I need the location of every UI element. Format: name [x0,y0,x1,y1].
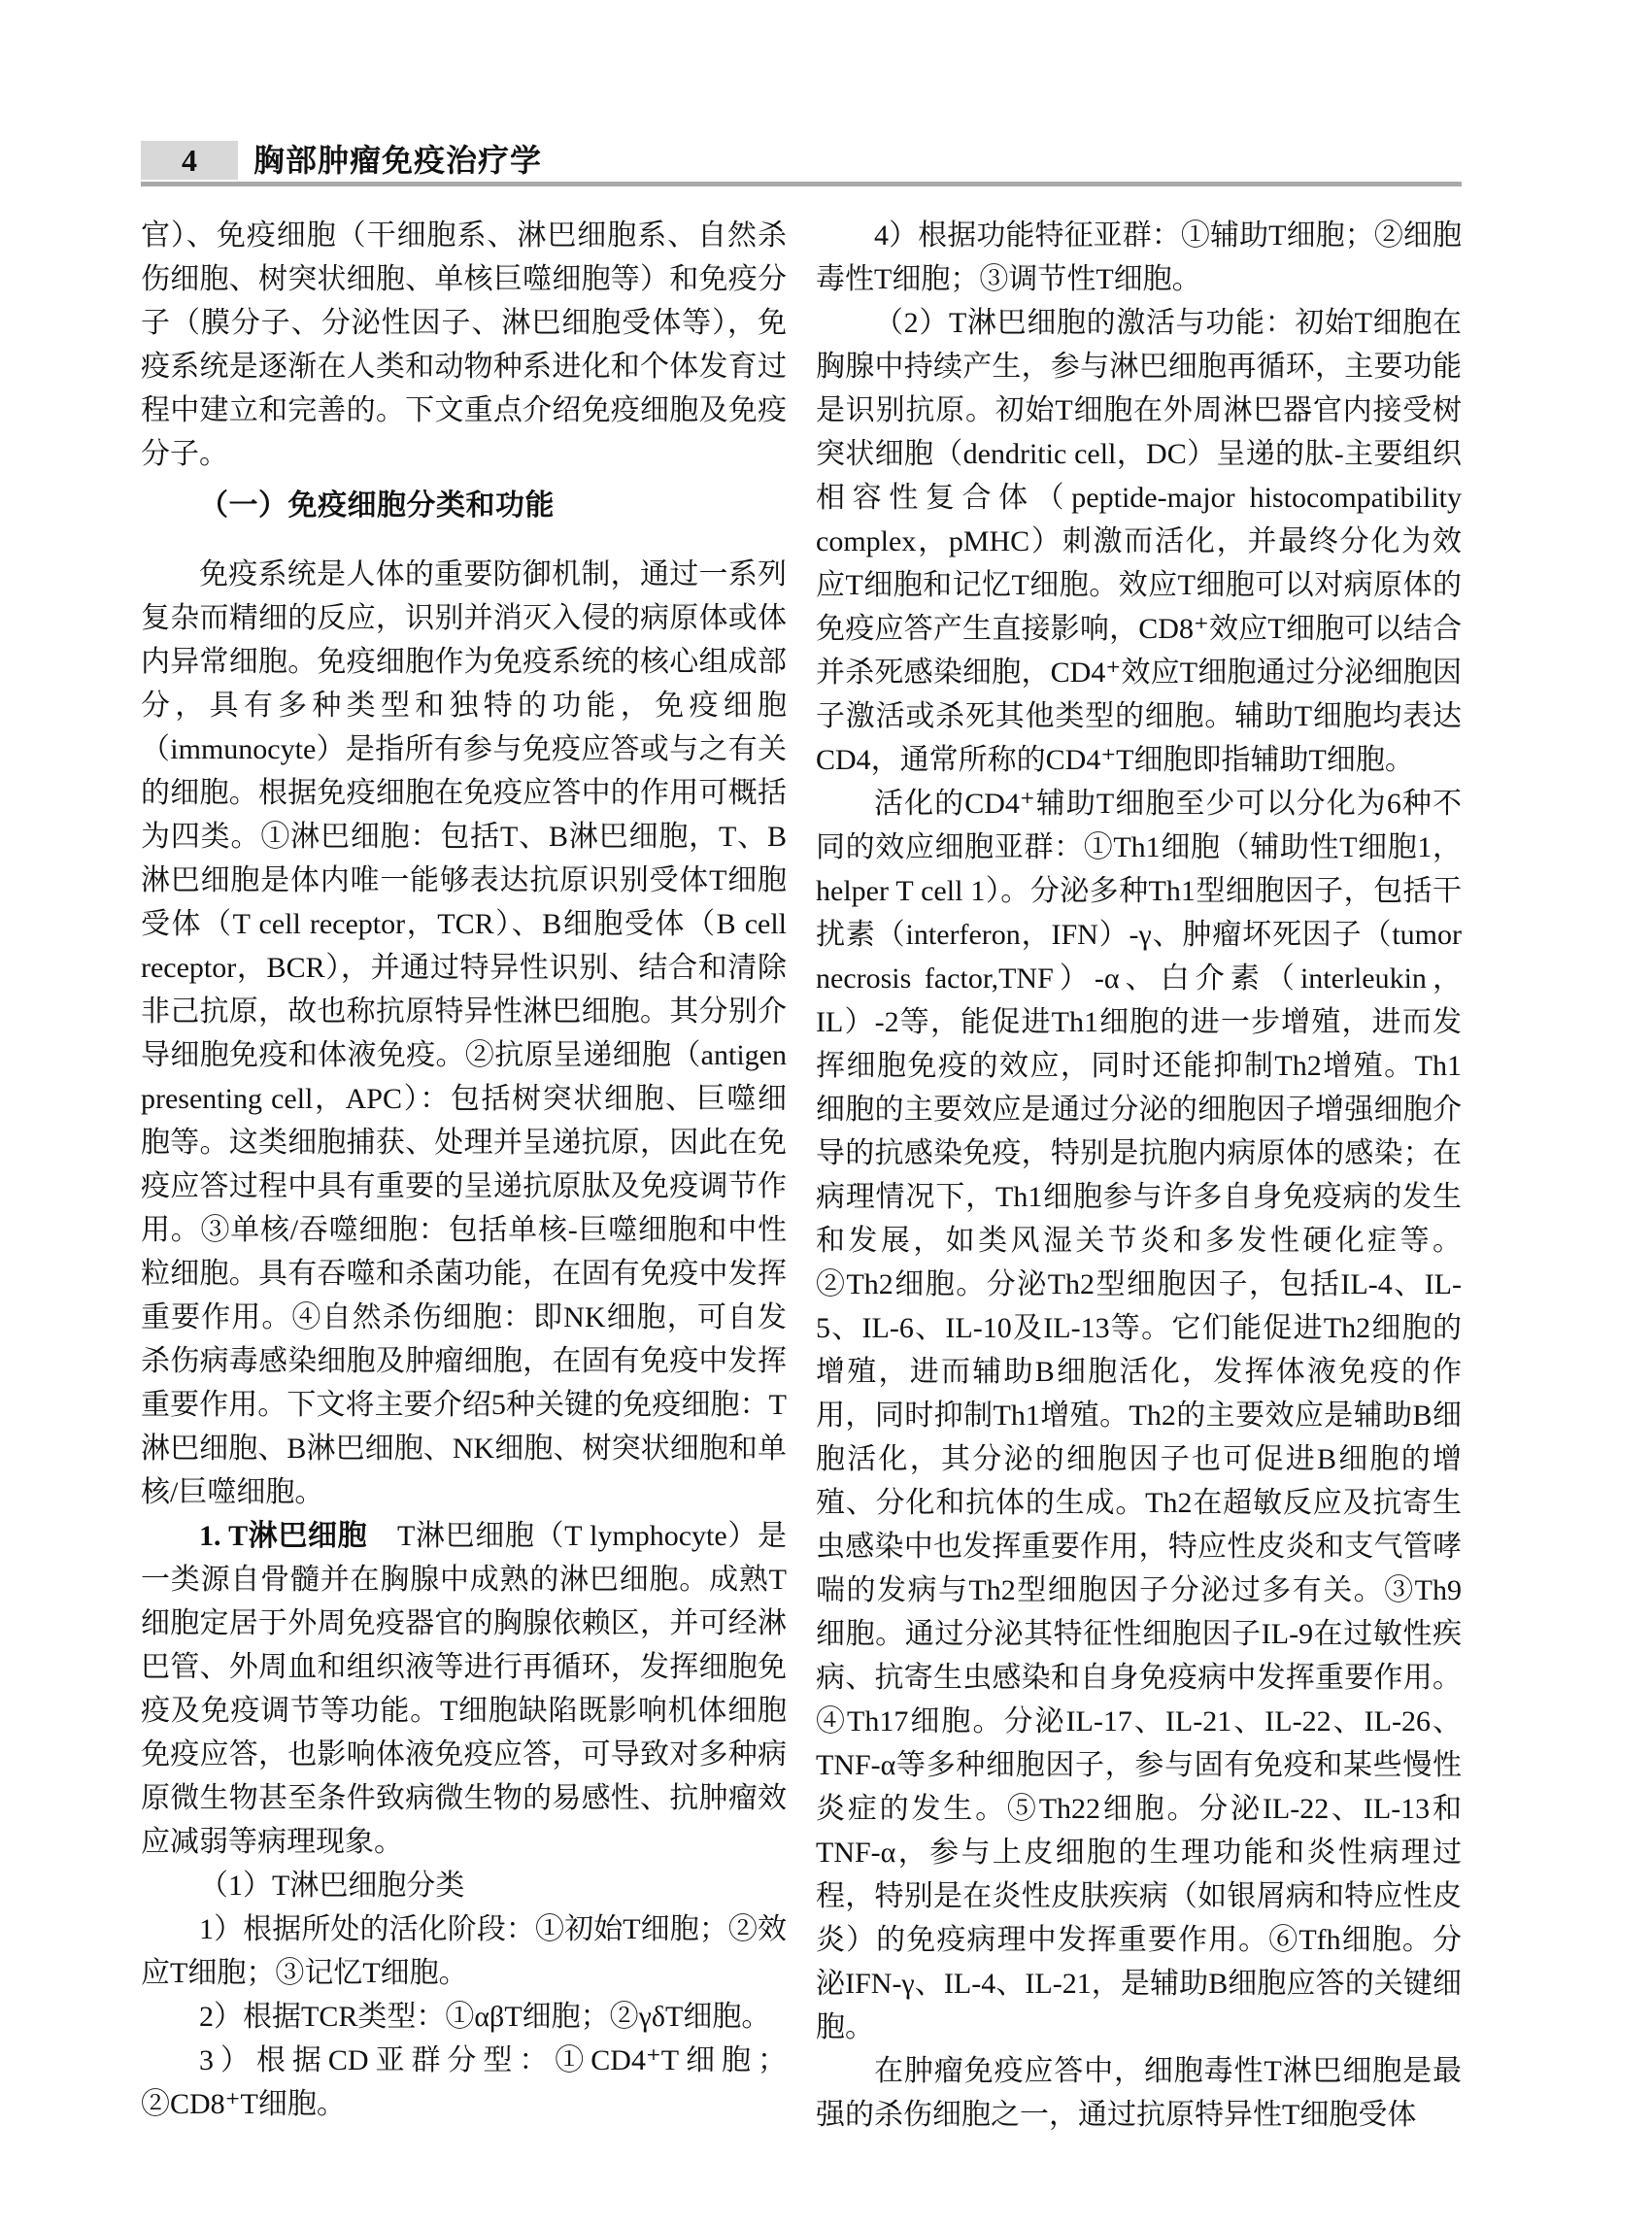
two-column-body [141,214,1462,2137]
overview-paragraph: 免疫系统是人体的重要防御机制，通过一系列复杂而精细的反应，识别并消灭入侵的病原体或体内异常细胞。免疫细胞作为免疫系统的核心组成部分，具有多种类型和独特的功能，免疫细胞（immunocyte）是指所有参与免疫应答或与之有关的细胞。根据免疫细胞在免疫应答中的作用可概括为四类。①淋巴细胞：包括T、B淋巴细胞，T、B淋巴细胞是体内唯一能够表达抗原识别受体T细胞受体（T cell receptor，TCR）、B细胞受体（B cell receptor，BCR），并通过特异性识别、结合和清除非己抗原，故也称抗原特异性淋巴细胞。其分别介导细胞免疫和体液免疫。②抗原呈递细胞（antigen presenting cell，APC）：包括树突状细胞、巨噬细胞等。这类细胞捕获、处理并呈递抗原，因此在免疫应答过程中具有重要的呈递抗原肽及免疫调节作用。③单核/吞噬细胞：包括单核-巨噬细胞和中性粒细胞。具有吞噬和杀菌功能，在固有免疫中发挥重要作用。④自然杀伤细胞：即NK细胞，可自发杀伤病毒感染细胞及肿瘤细胞，在固有免疫中发挥重要作用。下文将主要介绍5种关键的免疫细胞：T淋巴细胞、B淋巴细胞、NK细胞、树突状细胞和单核/巨噬细胞。 [141,558,787,1508]
left-column [141,214,787,2137]
page-header [141,141,1462,186]
t-lymphocyte-body: T淋巴细胞（T lymphocyte）是一类源自骨髓并在胸腺中成熟的淋巴细胞。成熟T细胞定居于外周免疫器官的胸腺依赖区，并可经淋巴管、外周血和组织液等进行再循环，发挥细胞免疫及免疫调节等功能。T细胞缺陷既影响机体细胞免疫应答，也影响体液免疫应答，可导致对多种病原微生物甚至条件致病微生物的易感性、抗肿瘤效应减弱等病理现象。 [141,1520,787,1858]
t-lymphocyte-runin-heading: 1. T淋巴细胞 [199,1520,368,1552]
cd-subset-item: 3）根据CD亚群分型：①CD4⁺T细胞；②CD8⁺T细胞。 [141,2044,787,2120]
page-number-box [141,141,238,180]
tumor-response-paragraph: 在肿瘤免疫应答中，细胞毒性T淋巴细胞是最强的杀伤细胞之一，通过抗原特异性T细胞受体 [816,2055,1462,2131]
section-heading-immune-cell-classification: （一）免疫细胞分类和功能 [199,489,555,522]
function-subset-item: 4）根据功能特征亚群：①辅助T细胞；②细胞毒性T细胞；③调节性T细胞。 [816,219,1462,295]
page-number: 4 [182,143,197,178]
helper-subsets-paragraph: 活化的CD4⁺辅助T细胞至少可以分化为6种不同的效应细胞亚群：①Th1细胞（辅助性T细胞1，helper T cell 1）。分泌多种Th1型细胞因子，包括干扰素（interferon，IFN）-γ、肿瘤坏死因子（tumor necrosis factor,TNF）-α、白介素（interleukin，IL）-2等，能促进Th1细胞的进一步增殖，进而发挥细胞免疫的效应，同时还能抑制Th2增殖。Th1细胞的主要效应是通过分泌的细胞因子增强细胞介导的抗感染免疫，特别是抗胞内病原体的感染；在病理情况下，Th1细胞参与许多自身免疫病的发生和发展，如类风湿关节炎和多发性硬化症等。②Th2细胞。分泌Th2型细胞因子，包括IL-4、IL-5、IL-6、IL-10及IL-13等。它们能促进Th2细胞的增殖，进而辅助B细胞活化，发挥体液免疫的作用，同时抑制Th1增殖。Th2的主要效应是辅助B细胞活化，其分泌的细胞因子也可促进B细胞的增殖、分化和抗体的生成。Th2在超敏反应及抗寄生虫感染中也发挥重要作用，特应性皮炎和支气管哮喘的发病与Th2型细胞因子分泌过多有关。③Th9细胞。通过分泌其特征性细胞因子IL-9在过敏性疾病、抗寄生虫感染和自身免疫病中发挥重要作用。④Th17细胞。分泌IL-17、IL-21、IL-22、IL-26、TNF-α等多种细胞因子，参与固有免疫和某些慢性炎症的发生。⑤Th22细胞。分泌IL-22、IL-13和TNF-α，参与上皮细胞的生理功能和炎性病理过程，特别是在炎性皮肤疾病（如银屑病和特应性皮炎）的免疫病理中发挥重要作用。⑥Tfh细胞。分泌IFN-γ、IL-4、IL-21，是辅助B细胞应答的关键细胞。 [816,788,1462,2043]
textbook-page [141,141,1462,2137]
right-column [816,214,1462,2137]
continuation-paragraph: 官）、免疫细胞（干细胞系、淋巴细胞系、自然杀伤细胞、树突状细胞、单核巨噬细胞等）和免疫分子（膜分子、分泌性因子、淋巴细胞受体等），免疫系统是逐渐在人类和动物种系进化和个体发育过程中建立和完善的。下文重点介绍免疫细胞及免疫分子。 [141,219,787,470]
t-lymphocyte-paragraph [141,1514,787,1864]
classification-title-paragraph: （1）T淋巴细胞分类 [199,1870,465,1902]
activation-function-paragraph: （2）T淋巴细胞的激活与功能：初始T细胞在胸腺中持续产生，参与淋巴细胞再循环，主要功能是识别抗原。初始T细胞在外周淋巴器官内接受树突状细胞（dendritic cell，DC）呈递的肽-主要组织相容性复合体（peptide-major histocompatibility complex，pMHC）刺激而活化，并最终分化为效应T细胞和记忆T细胞。效应T细胞可以对病原体的免疫应答产生直接影响，CD8⁺效应T细胞可以结合并杀死感染细胞，CD4⁺效应T细胞通过分泌细胞因子激活或杀死其他类型的细胞。辅助T细胞均表达CD4，通常所称的CD4⁺T细胞即指辅助T细胞。 [816,307,1462,776]
book-title: 胸部肿瘤免疫治疗学 [253,143,543,178]
tcr-type-item: 2）根据TCR类型：①αβT细胞；②γδT细胞。 [199,2001,771,2033]
activation-stage-item: 1）根据所处的活化阶段：①初始T细胞；②效应T细胞；③记忆T细胞。 [141,1913,787,1989]
